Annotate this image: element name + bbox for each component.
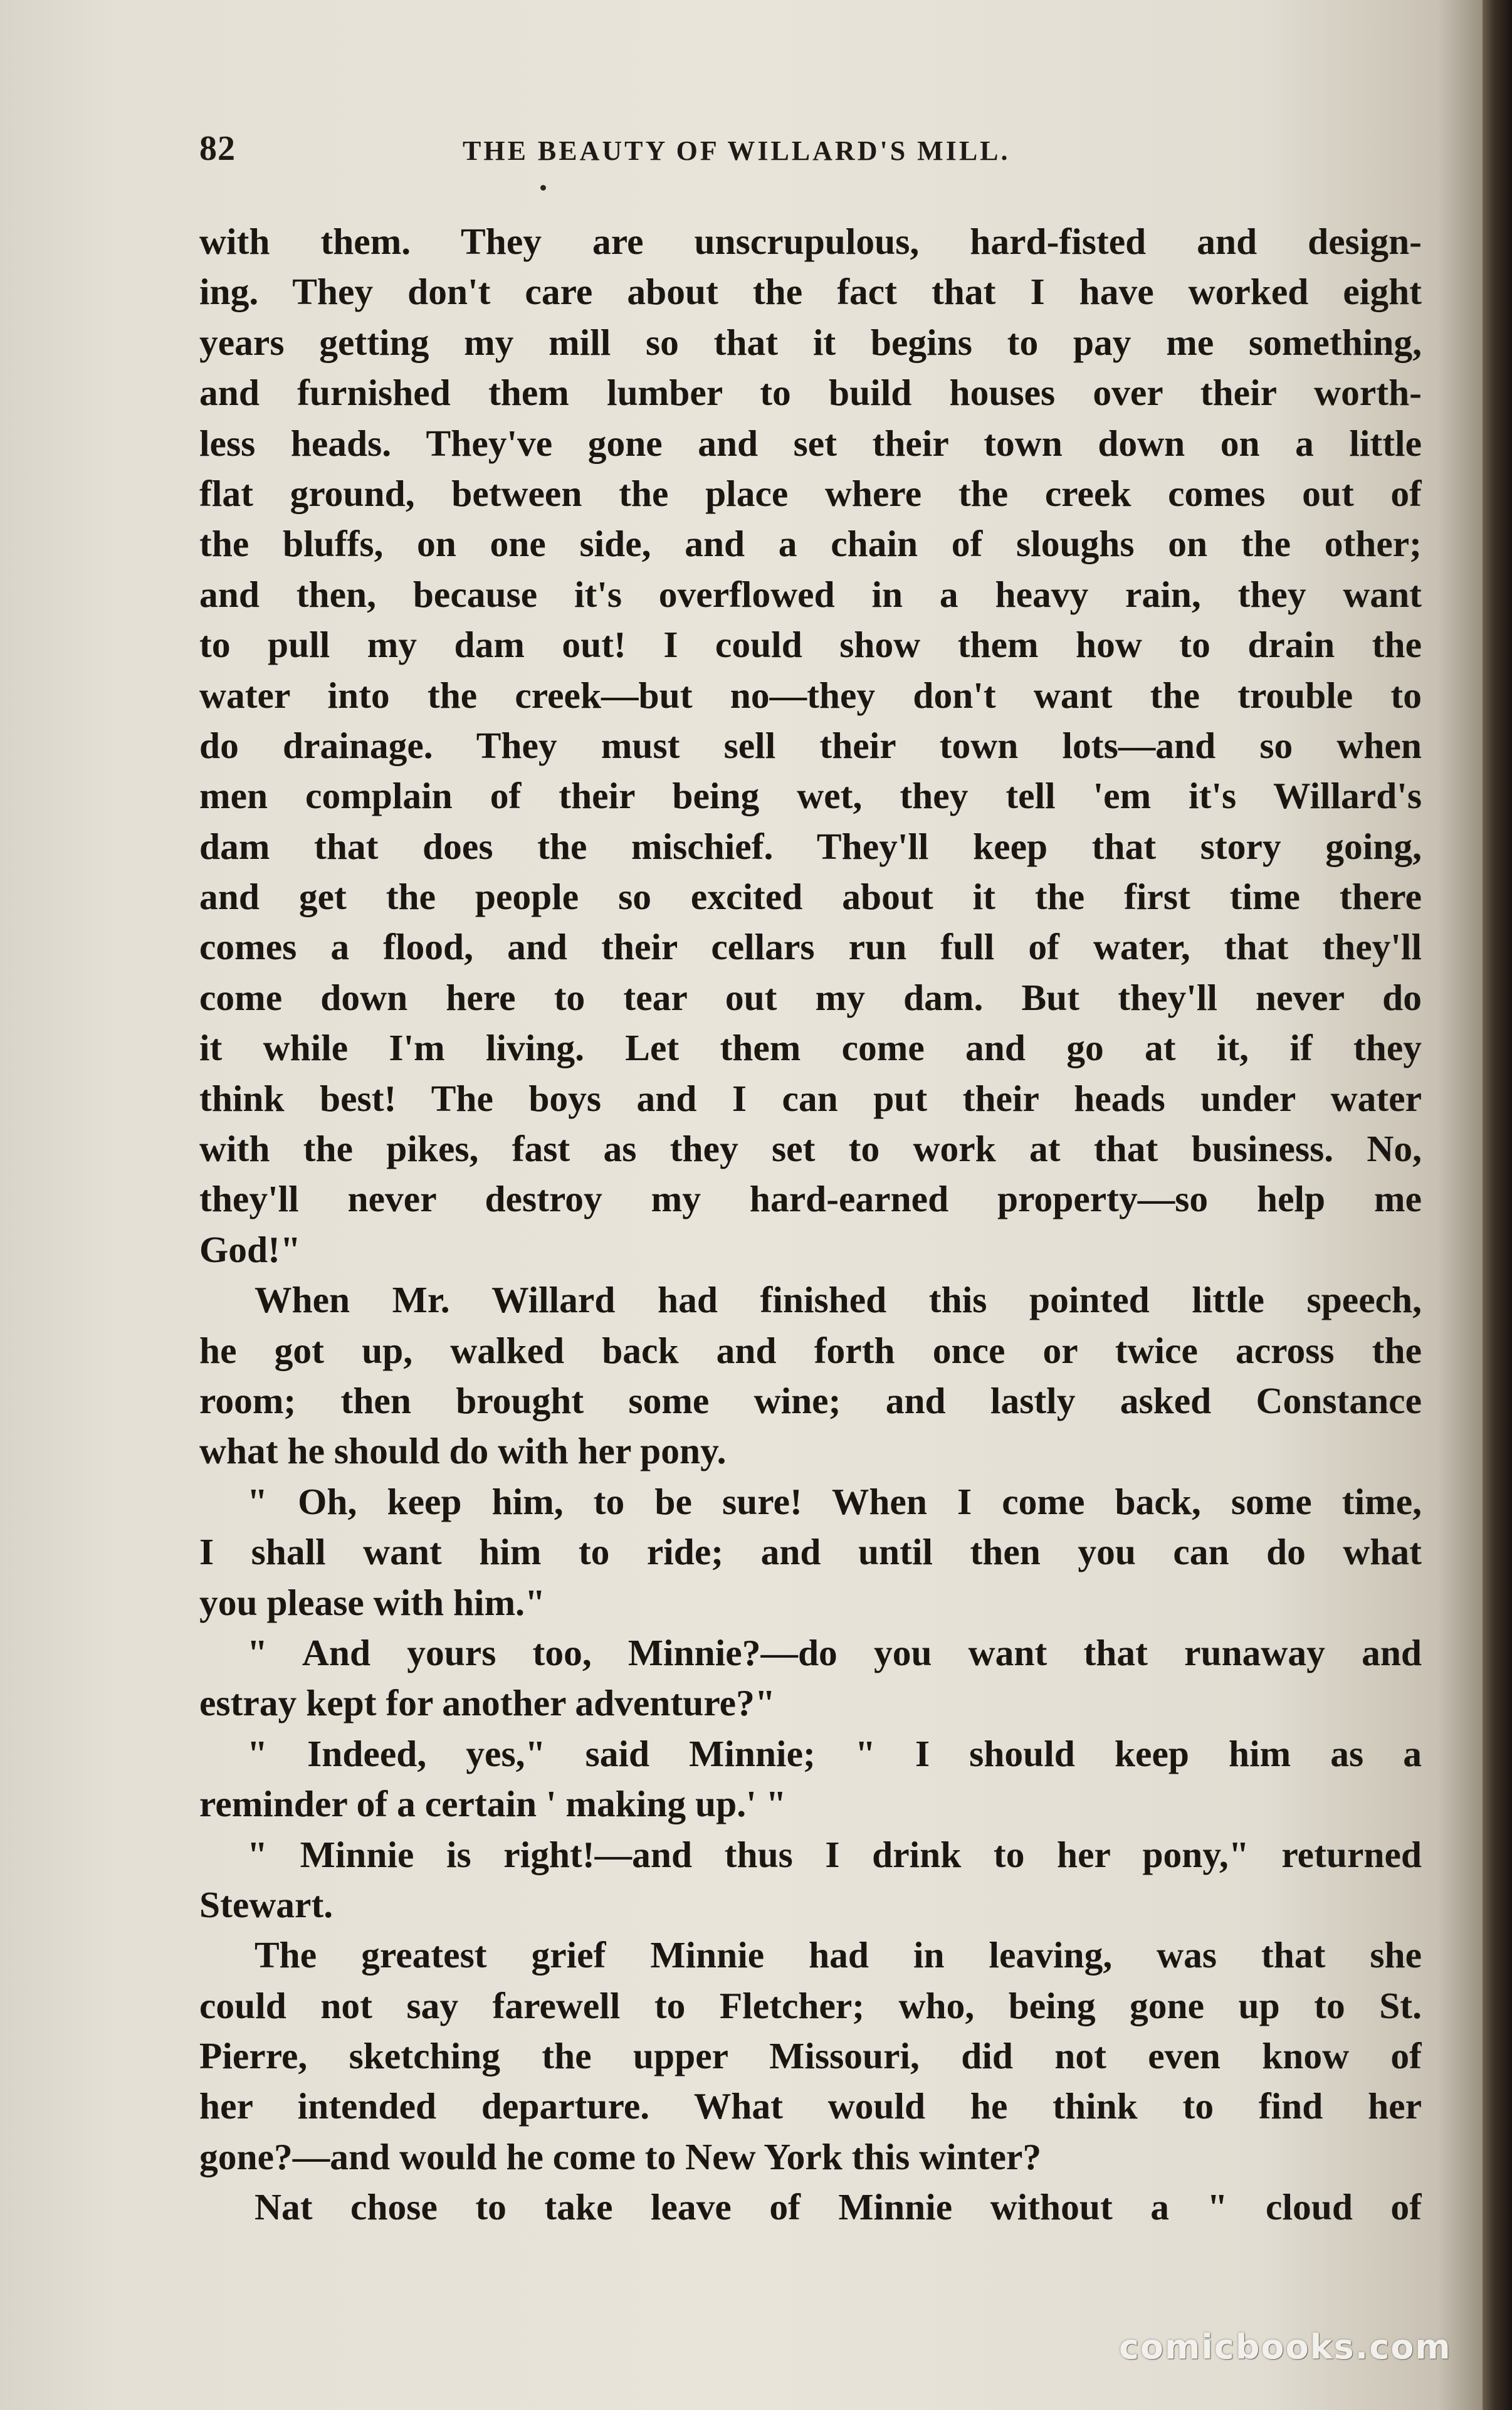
text-line: " Oh, keep him, to be sure! When I come back, some time,: [247, 1480, 1422, 1522]
text-line: I shall want him to ride; and until then you can do what: [199, 1531, 1422, 1573]
running-head: [199, 129, 1422, 179]
text-line: " Minnie is right!—and thus I drink to her pony," returned: [247, 1833, 1422, 1875]
text-line: he got up, walked back and forth once or twice across the: [199, 1329, 1422, 1371]
text-line: her intended departure. What would he think to find her: [199, 2085, 1422, 2127]
text-line: with the pikes, fast as they set to work at that business. No,: [199, 1128, 1422, 1170]
text-line: what he should do with her pony.: [199, 1430, 727, 1472]
body-text: [199, 216, 1422, 2233]
text-line: and get the people so excited about it the first time there: [199, 876, 1422, 918]
watermark-text: comicbooks.com: [1119, 2327, 1452, 2367]
text-line: estray kept for another adventure?": [199, 1682, 775, 1724]
text-line: could not say farewell to Fletcher; who, being gone up to St.: [199, 1984, 1422, 2026]
text-line: reminder of a certain ' making up.' ": [199, 1783, 787, 1825]
text-line: it while I'm living. Let them come and go at it, if they: [199, 1027, 1422, 1069]
text-line: think best! The boys and I can put their heads under water: [199, 1077, 1422, 1119]
text-line: water into the creek—but no—they don't want the trouble to: [199, 674, 1422, 716]
text-line: comes a flood, and their cellars run full of water, that they'll: [199, 926, 1422, 968]
text-line: When Mr. Willard had finished this pointed little speech,: [255, 1279, 1422, 1321]
text-line: The greatest grief Minnie had in leaving, was that she: [255, 1934, 1422, 1976]
text-line: Pierre, sketching the upper Missouri, did not even know of: [199, 2035, 1422, 2077]
text-line: and furnished them lumber to build houses over their worth-: [199, 372, 1422, 414]
running-title: THE BEAUTY OF WILLARD'S MILL.: [463, 135, 1011, 166]
text-line: ing. They don't care about the fact that I have worked eight: [199, 271, 1422, 313]
text-line: Nat chose to take leave of Minnie without a " cloud of: [255, 2186, 1422, 2228]
text-line: years getting my mill so that it begins to pay me something,: [199, 321, 1422, 363]
text-line: to pull my dam out! I could show them how to drain the: [199, 624, 1422, 666]
text-line: " And yours too, Minnie?—do you want that runaway and: [247, 1631, 1422, 1673]
text-line: less heads. They've gone and set their town down on a little: [199, 422, 1422, 464]
text-line: dam that does the mischief. They'll keep that story going,: [199, 825, 1422, 867]
text-line: " Indeed, yes," said Minnie; " I should keep him as a: [247, 1732, 1422, 1774]
book-gutter-edge: [1483, 0, 1512, 2410]
text-line: Stewart.: [199, 1883, 333, 1925]
text-line: gone?—and would he come to New York this winter?: [199, 2135, 1042, 2177]
text-line: flat ground, between the place where the creek comes out of: [199, 472, 1422, 514]
text-line: God!": [199, 1228, 301, 1270]
text-line: the bluffs, on one side, and a chain of sloughs on the other;: [199, 523, 1422, 565]
text-line: with them. They are unscrupulous, hard-fisted and design-: [199, 221, 1422, 262]
text-line: you please with him.": [199, 1581, 546, 1623]
text-line: come down here to tear out my dam. But they'll never do: [199, 976, 1422, 1018]
page-number: 82: [199, 129, 236, 168]
text-line: do drainage. They must sell their town lots—and so when: [199, 724, 1422, 766]
header-ornament-dot: [540, 185, 546, 191]
text-line: and then, because it's overflowed in a heavy rain, they want: [199, 573, 1422, 615]
text-line: they'll never destroy my hard-earned property—so help me: [199, 1178, 1422, 1220]
text-line: room; then brought some wine; and lastly asked Constance: [199, 1379, 1422, 1421]
text-line: men complain of their being wet, they tell 'em it's Willard's: [199, 775, 1422, 817]
